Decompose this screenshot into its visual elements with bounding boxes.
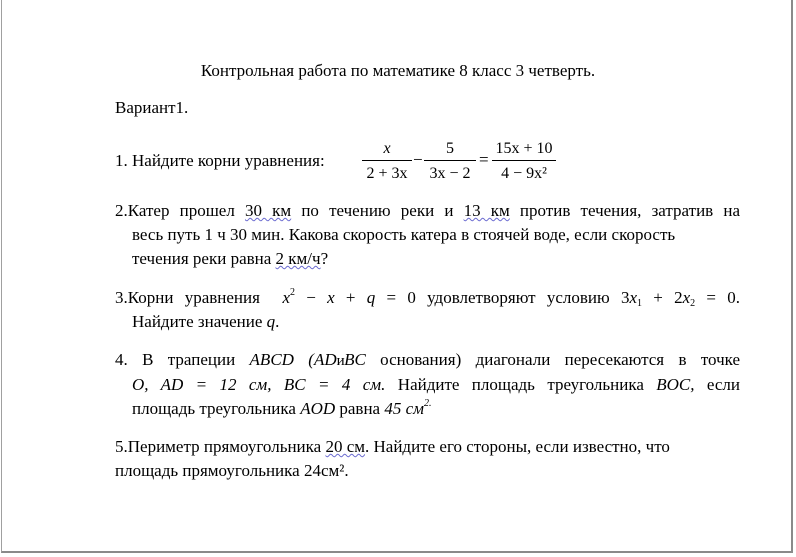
task-2-line-2: весь путь 1 ч 30 мин. Какова скорость катера в стоячей воде, если скорость <box>132 225 676 244</box>
document-title: Контрольная работа по математике 8 класс 3 четверть. <box>200 61 596 80</box>
task-4-line-3: площадь треугольника AOD равна 45 $см^{2.}$ <box>132 398 432 418</box>
task-4-line-2: O, AD = 12 см, BC = 4 см. Найдите площадь треугольника BOC, если <box>132 375 740 394</box>
equation-fraction-3 <box>492 139 556 184</box>
equation-fraction-2 <box>424 139 476 184</box>
equation-minus: − <box>413 150 423 169</box>
task-4 <box>115 348 740 421</box>
task-5 <box>115 435 740 483</box>
equation-equals: = <box>479 150 489 169</box>
task-1-label: 1. Найдите корни уравнения: <box>115 151 325 170</box>
task-2-line-1: 2.Катер прошел 30 км по течению реки и 13 км против течения, затратив на <box>115 201 740 220</box>
fraction-2-denominator: 3x − 2 <box>429 165 471 182</box>
task-5-line-1: 5.Периметр прямоугольника 20 см. Найдите его стороны, если известно, что <box>115 437 670 456</box>
fraction-2-numerator: 5 <box>424 139 476 161</box>
distance-30: 30 км <box>244 201 292 220</box>
perimeter-20: 20 см <box>325 437 366 456</box>
task-2-line-3: течения реки равна 2 км/ч? <box>132 249 329 268</box>
task-5-line-2: площадь прямоугольника 24см². <box>115 461 349 480</box>
distance-13: 13 км <box>463 201 510 220</box>
task-3 <box>115 286 740 334</box>
variant-heading: Вариант1. <box>115 98 189 117</box>
equation-fraction-1 <box>362 139 412 184</box>
task-3-line-2: Найдите значение q. <box>132 312 280 331</box>
speed-2: 2 км/ч <box>275 249 321 268</box>
task-2 <box>115 199 740 271</box>
task-3-line-1: 3.Корни уравнения $x^2 - x + q = 0$ удовлетворяют условию $3x_1 + 2x_2 = 0$. <box>115 287 741 309</box>
fraction-3-numerator: 15x + 10 <box>492 139 556 161</box>
fraction-3-denominator: 4 − 9x² <box>501 165 547 182</box>
fraction-1-numerator: x <box>362 139 412 161</box>
fraction-1-denominator: 2 + 3x <box>366 165 408 182</box>
task-4-line-1: 4. В трапеции ABCD (ADиBC основания) диагонали пересекаются в точке <box>115 350 741 369</box>
